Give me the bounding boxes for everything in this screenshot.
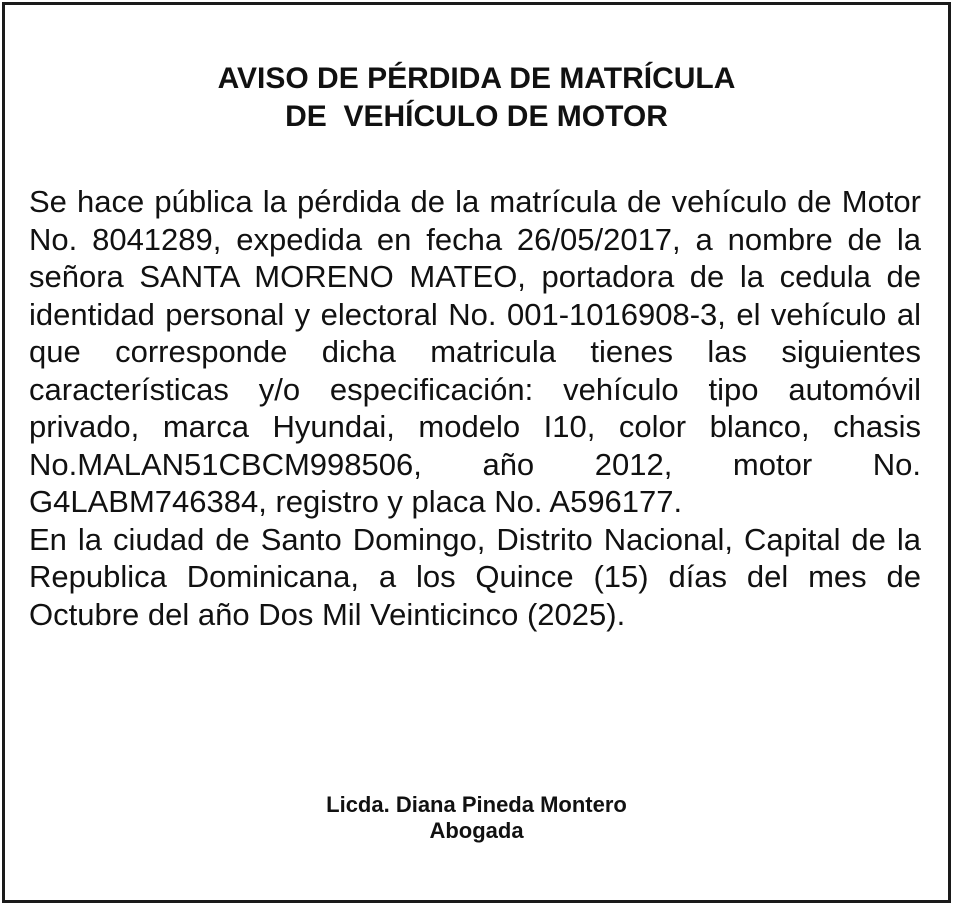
title-line-2: DE VEHÍCULO DE MOTOR [285,100,668,133]
signatory-name: Licda. Diana Pineda Montero [326,792,627,817]
notice-title [5,60,948,136]
title-line-1: AVISO DE PÉRDIDA DE MATRÍCULA [217,62,736,95]
notice-paragraph-2: En la ciudad de Santo Domingo, Distrito Nacional, Capital de la Republica Dominicana, a los Quince (15) días del mes de Octubre del año Dos Mil Veinticinco (2025). [29,521,921,632]
signatory-title: Abogada [429,818,524,843]
signature-block [5,792,948,844]
notice-body [29,183,921,633]
notice-frame [2,2,951,903]
notice-paragraph-1: Se hace pública la pérdida de la matrícula de vehículo de Motor No. 8041289, expedida en fecha 26/05/2017, a nombre de la señora SANTA MORENO MATEO, portadora de la cedula de identidad personal y electoral No. 001-1016908-3, el vehículo al que corresponde dicha matricula tienes las siguientes características y/o especificación: vehículo tipo automóvil privado, marca Hyundai, modelo I10, color blanco, chasis No.MALAN51CBCM998506, año 2012, motor No. G4LABM746384, registro y placa No. A596177. [29,184,921,519]
